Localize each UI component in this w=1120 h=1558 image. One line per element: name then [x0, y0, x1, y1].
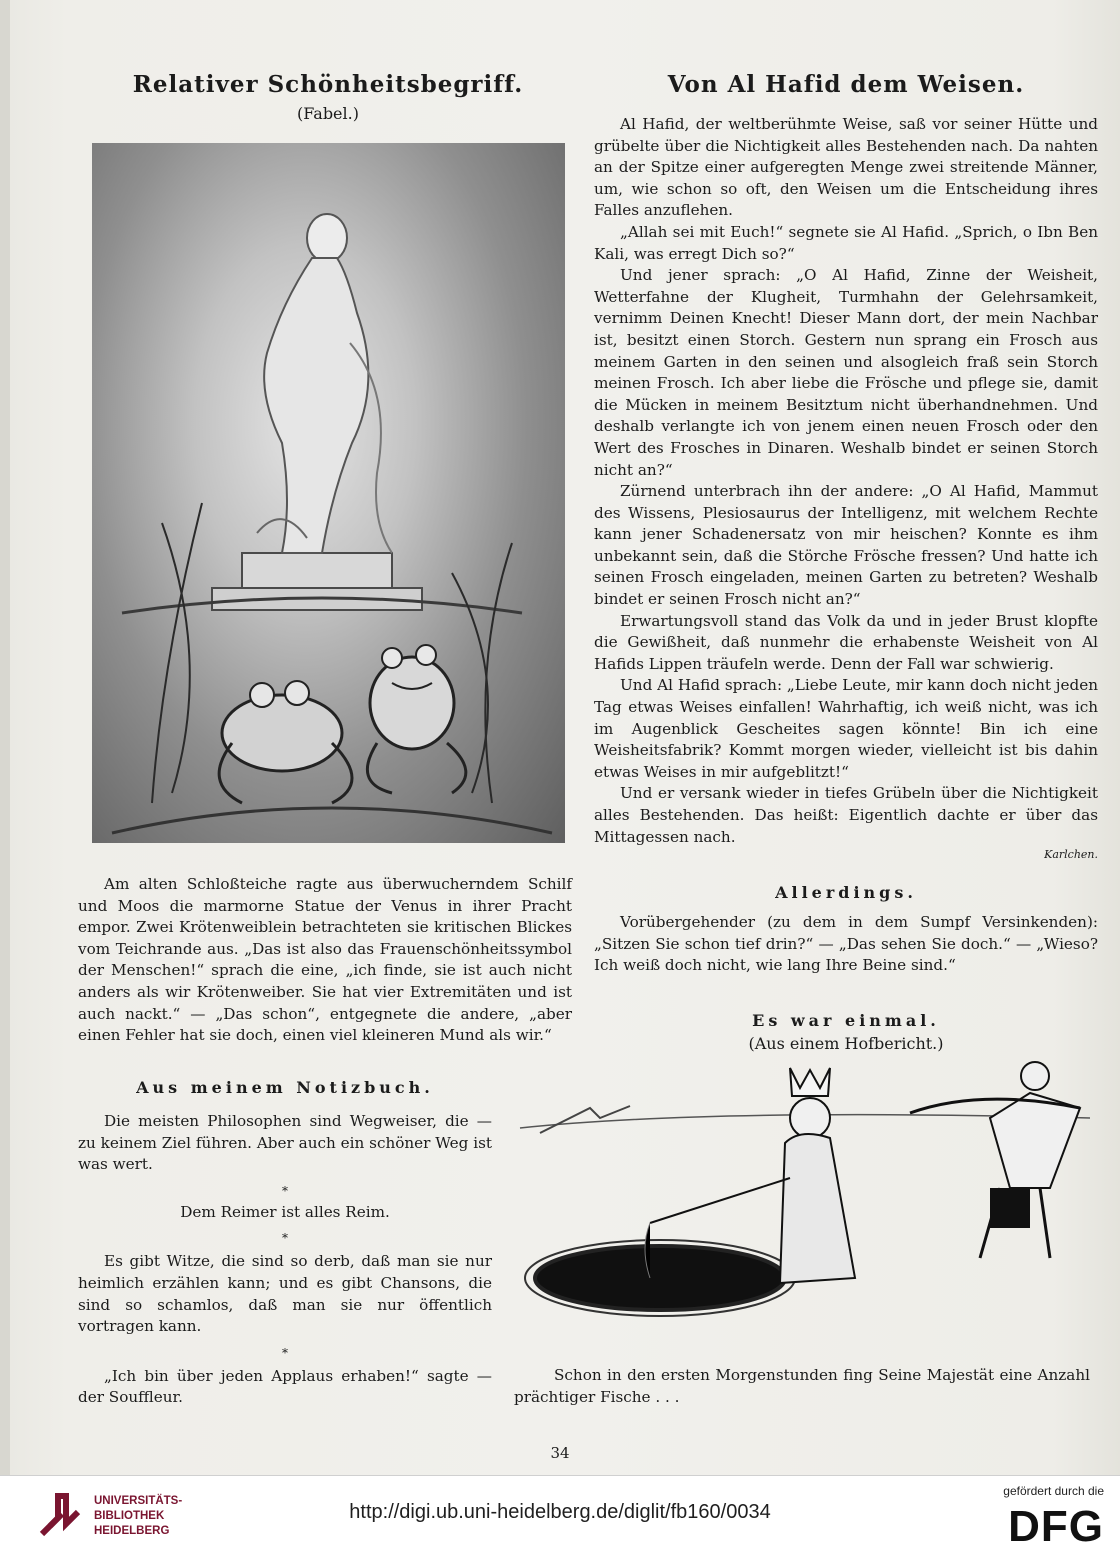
note-paragraph: Es gibt Witze, die sind so derb, daß man sie nur heimlich erzählen kann; und es gibt Chansons, die sind so schamlos, daß man sie nur öffentlich vortragen kann.: [78, 1252, 492, 1336]
library-line: BIBLIOTHEK: [94, 1510, 165, 1522]
story-signature: Karlchen.: [1044, 848, 1098, 862]
fable-subtitle: (Fabel.): [297, 104, 359, 123]
notes-block: [78, 1078, 492, 1409]
story-paragraph: Zürnend unterbrach ihn der andere: „O Al Hafid, Mammut des Wissens, Plesiosaurus der Intelligenz, mit welchem Rechte kann jener Schadenersatz von mir heischen? Konnte es ihm unbekannt sein, daß die Störche Frösche fressen? Und hatte ich seinen Frosch eingeladen, meinen Garten zu betreten? Weshalb bindet er seinen Frosch nicht an?“: [594, 482, 1098, 609]
note-paragraph: Die meisten Philosophen sind Wegweiser, die — zu keinem Ziel führen. Aber auch ein schöner Weg ist was wert.: [78, 1112, 492, 1174]
right-column: [594, 70, 1098, 1053]
story-paragraph: „Allah sei mit Euch!“ segnete sie Al Hafid. „Sprich, o Ibn Ben Kali, was erregt Dich so?“: [594, 222, 1098, 263]
story-paragraph: Und er versank wieder in tiefes Grübeln über die Nichtigkeit alles Bestehenden. Das heißt: Eigentlich dachte er über das Mittagessen nach.: [594, 784, 1098, 846]
page-edge: [0, 0, 10, 1475]
story-paragraph: Und jener sprach: „O Al Hafid, Zinne der Weisheit, Wetterfahne der Klugheit, Turmhahn der Gelehrsamkeit, vernimm Deinen Knecht! Dieser Mann dort, der mein Nachbar ist, besitzt einen Storch. Gestern nun sprang ein Frosch aus meinem Garten in den seinen und alsogleich fraß sein Storch meinen Frosch. Ich aber liebe die Frösche und pflege sie, damit die Mücken in meinem Besitztum nicht überhandnehmen. Und deshalb verlangte ich von jenem einen neuen Frosch oder den Wert des Frosches in Dinaren. Weshalb bindet er seinen Storch nicht an?“: [594, 266, 1098, 479]
einmal-subtitle: (Aus einem Hofbericht.): [748, 1033, 944, 1053]
notes-title: Aus meinem Notizbuch.: [136, 1078, 434, 1097]
king-fishing-illustration: [510, 1048, 1100, 1348]
story-text: [594, 114, 1098, 861]
king-fishing-drawing: [510, 1048, 1100, 1348]
left-column: [78, 70, 578, 123]
allerdings-paragraph: Vorübergehender (zu dem in dem Sumpf Versinkenden): „Sitzen Sie schon tief drin?“ — „Das sehen Sie doch.“ — „Wieso? Ich weiß doch nicht, wie lang Ihre Beine sind.“: [594, 913, 1098, 975]
story-paragraph: Und Al Hafid sprach: „Liebe Leute, mir kann doch nicht jeden Tag etwas Weises einfallen! Wahrhaftig, ich weiß nicht, was ich im Augenblick Gescheites sagen könnte! Bin ich eine Weisheitsfabrik? Kommt morgen wieder, vielleicht ist bis dahin etwas Weises in mir aufgeblitzt!“: [594, 676, 1098, 781]
allerdings-block: [594, 883, 1098, 977]
separator-star: *: [282, 1345, 288, 1360]
illustration-caption: Schon in den ersten Morgenstunden fing Seine Majestät eine Anzahl prächtiger Fische . . .: [514, 1366, 1090, 1406]
note-paragraph: „Ich bin über jeden Applaus erhaben!“ sagte — der Souffleur.: [78, 1366, 492, 1407]
dfg-logo: DFG: [1008, 1502, 1104, 1551]
source-url-link[interactable]: http://digi.ub.uni-heidelberg.de/diglit/fb160/0034: [349, 1501, 771, 1523]
page-number: 34: [550, 1444, 570, 1462]
caption-block: [514, 1365, 1090, 1408]
separator-star: *: [282, 1231, 288, 1246]
separator-star: *: [282, 1183, 288, 1198]
library-line: HEIDELBERG: [94, 1525, 170, 1537]
statue-frogs-drawing: [92, 143, 565, 843]
note-paragraph: Dem Reimer ist alles Reim.: [180, 1202, 390, 1221]
digitization-footer: [0, 1475, 1120, 1558]
fable-paragraph: Am alten Schloßteiche ragte aus überwucherndem Schilf und Moos die marmorne Statue der Venus in ihrer Pracht empor. Zwei Krötenweiblein betrachteten sie kritischen Blickes vom Teichrande aus. „Das ist also das Frauenschönheitssymbol der Menschen!“ sprach die eine, „ich finde, sie ist auch nicht anders als wir Krötenweiber. Sie hat vier Extremitäten und ist auch nackt.“ — „Das schon“, entgegnete die andere, „aber einen Fehler hat sie doch, einen viel kleineren Mund als wir.“: [78, 875, 572, 1045]
story-paragraph: Erwartungsvoll stand das Volk da und in jeder Brust klopfte die Gewißheit, daß nunmehr die erhabenste Weisheit von Al Hafids Lippen träufeln werde. Denn der Fall war schwierig.: [594, 611, 1098, 673]
fable-text-block: [78, 874, 572, 1047]
fable-title: Relativer Schönheitsbegriff.: [132, 71, 524, 98]
story-title: Von Al Hafid dem Weisen.: [667, 71, 1025, 98]
einmal-title: Es war einmal.: [752, 1010, 940, 1030]
funding-note: gefördert durch die: [1003, 1484, 1104, 1498]
einmal-block: [594, 1011, 1098, 1053]
story-paragraph: Al Hafid, der weltberühmte Weise, saß vor seiner Hütte und grübelte über die Nichtigkeit alles Bestehenden nach. Da nahten an der Spitze einer aufgeregten Menge zwei streitende Männer, um, wie schon so oft, den Weisen um die Entscheidung ihres Falles anzuflehen.: [594, 115, 1098, 220]
library-line: UNIVERSITÄTS-: [94, 1495, 183, 1507]
statue-frogs-illustration: [92, 143, 565, 843]
allerdings-title: Allerdings.: [775, 883, 917, 903]
